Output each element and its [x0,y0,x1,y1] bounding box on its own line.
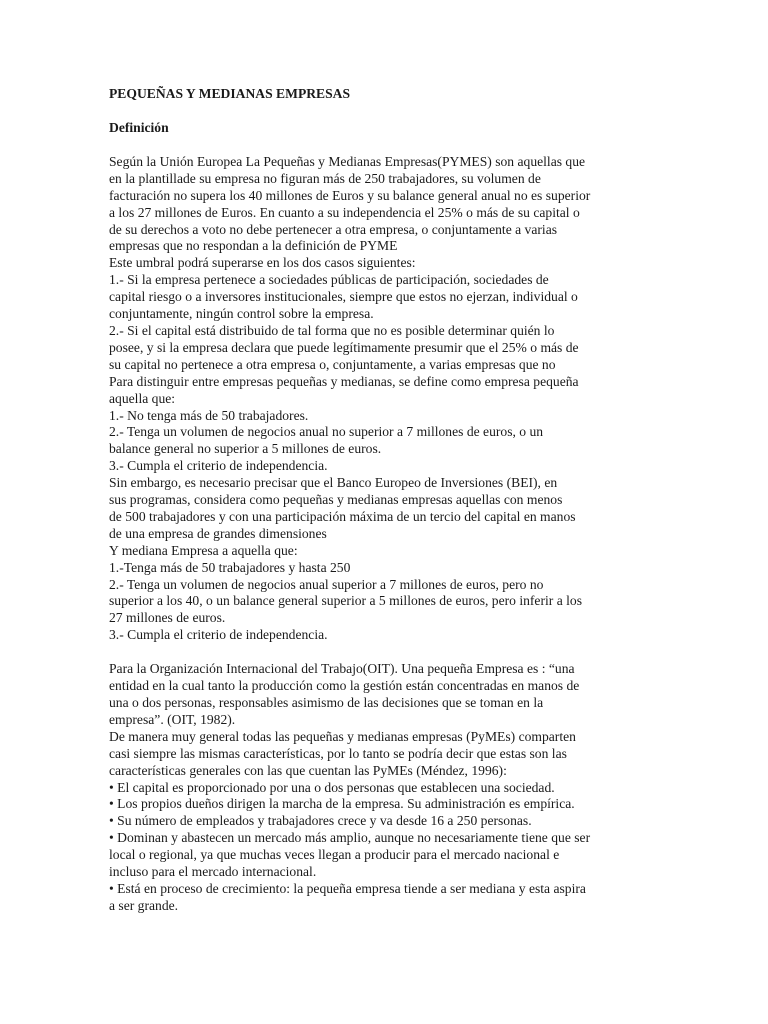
spacer [109,137,669,154]
text-line: de su derechos a voto no debe pertenecer a otra empresa, o conjuntamente a varias [109,221,558,237]
text-line: • Está en proceso de crecimiento: la pequeña empresa tiende a ser mediana y esta aspira [109,880,586,896]
text-line: • Los propios dueños dirigen la marcha de la empresa. Su administración es empírica. [109,796,575,812]
section-eu-definition [109,154,669,644]
text-line: a los 27 millones de Euros. En cuanto a su independencia el 25% o más de su capital o [109,204,580,220]
text-line: a ser grande. [109,897,179,913]
text-line: características generales con las que cuentan las PyMEs (Méndez, 1996): [109,762,507,778]
text-line: De manera muy general todas las pequeñas y medianas empresas (PyMEs) comparten [109,728,576,744]
text-line: aquella que: [109,390,176,406]
section-oit-definition [109,661,669,915]
text-line: balance general no superior a 5 millones de euros. [109,441,382,457]
text-line: entidad en la cual tanto la producción como la gestión están concentradas en manos de [109,678,580,694]
document-page [109,86,669,915]
text-line: 1.- No tenga más de 50 trabajadores. [109,407,309,423]
text-line: Y mediana Empresa a aquella que: [109,542,298,558]
text-line: una o dos personas, responsables asimismo de las decisiones que se toman en la [109,695,544,710]
text-line: conjuntamente, ningún control sobre la empresa. [109,306,374,322]
text-line: Sin embargo, es necesario precisar que el Banco Europeo de Inversiones (BEI), en [109,475,558,491]
text-line: • Dominan y abastecen un mercado más amplio, aunque no necesariamente tiene que ser [109,830,591,846]
section-heading: Definición [109,120,169,135]
text-line: 2.- Tenga un volumen de negocios anual superior a 7 millones de euros, pero no [109,576,544,592]
text-line: empresas que no respondan a la definición de PYME [109,238,398,254]
text-line: casi siempre las mismas características, por lo tanto se podría decir que estas son las [109,745,567,761]
text-line: 3.- Cumpla el criterio de independencia. [109,627,328,643]
text-line: superior a los 40, o un balance general superior a 5 millones de euros, pero inferir a los [109,593,582,609]
text-line: 3.- Cumpla el criterio de independencia. [109,458,328,474]
text-line: 27 millones de euros. [109,610,226,626]
text-line: facturación no supera los 40 millones de Euros y su balance general anual no es superior [109,187,591,203]
text-line: sus programas, considera como pequeñas y medianas empresas aquellas con menos [109,492,563,508]
text-line: • El capital es proporcionado por una o dos personas que establecen una sociedad. [109,779,555,795]
text-line: de una empresa de grandes dimensiones [109,525,327,541]
text-line: Para distinguir entre empresas pequeñas y medianas, se define como empresa pequeña [109,373,579,389]
text-line: Este umbral podrá superarse en los dos casos siguientes: [109,255,416,271]
text-line: 1.-Tenga más de 50 trabajadores y hasta 250 [109,559,351,575]
spacer [109,644,669,661]
text-line: en la plantillade su empresa no figuran más de 250 trabajadores, su volumen de [109,170,541,186]
text-line: de 500 trabajadores y con una participación máxima de un tercio del capital en manos [109,508,576,524]
text-line: incluso para el mercado internacional. [109,864,317,880]
spacer [109,103,669,120]
text-line: Según la Unión Europea La Pequeñas y Medianas Empresas(PYMES) son aquellas que [109,153,586,169]
text-line: 2.- Si el capital está distribuido de tal forma que no es posible determinar quién lo [109,322,555,338]
text-line: 2.- Tenga un volumen de negocios anual no superior a 7 millones de euros, o un [109,424,544,440]
text-line: su capital no pertenece a otra empresa o, conjuntamente, a varias empresas que no [109,356,556,372]
text-line: empresa”. (OIT, 1982). [109,711,236,727]
text-line: • Su número de empleados y trabajadores crece y va desde 16 a 250 personas. [109,813,532,829]
text-line: posee, y si la empresa declara que puede legítimamente presumir que el 25% o más de [109,339,579,355]
text-line: 1.- Si la empresa pertenece a sociedades públicas de participación, sociedades de [109,272,549,288]
text-line: local o regional, ya que muchas veces llegan a producir para el mercado nacional e [109,847,560,863]
text-line: capital riesgo o a inversores institucionales, siempre que estos no ejerzan, individual o [109,289,578,305]
document-title: PEQUEÑAS Y MEDIANAS EMPRESAS [109,86,351,101]
text-line: Para la Organización Internacional del Trabajo(OIT). Una pequeña Empresa es : “una [109,661,575,677]
